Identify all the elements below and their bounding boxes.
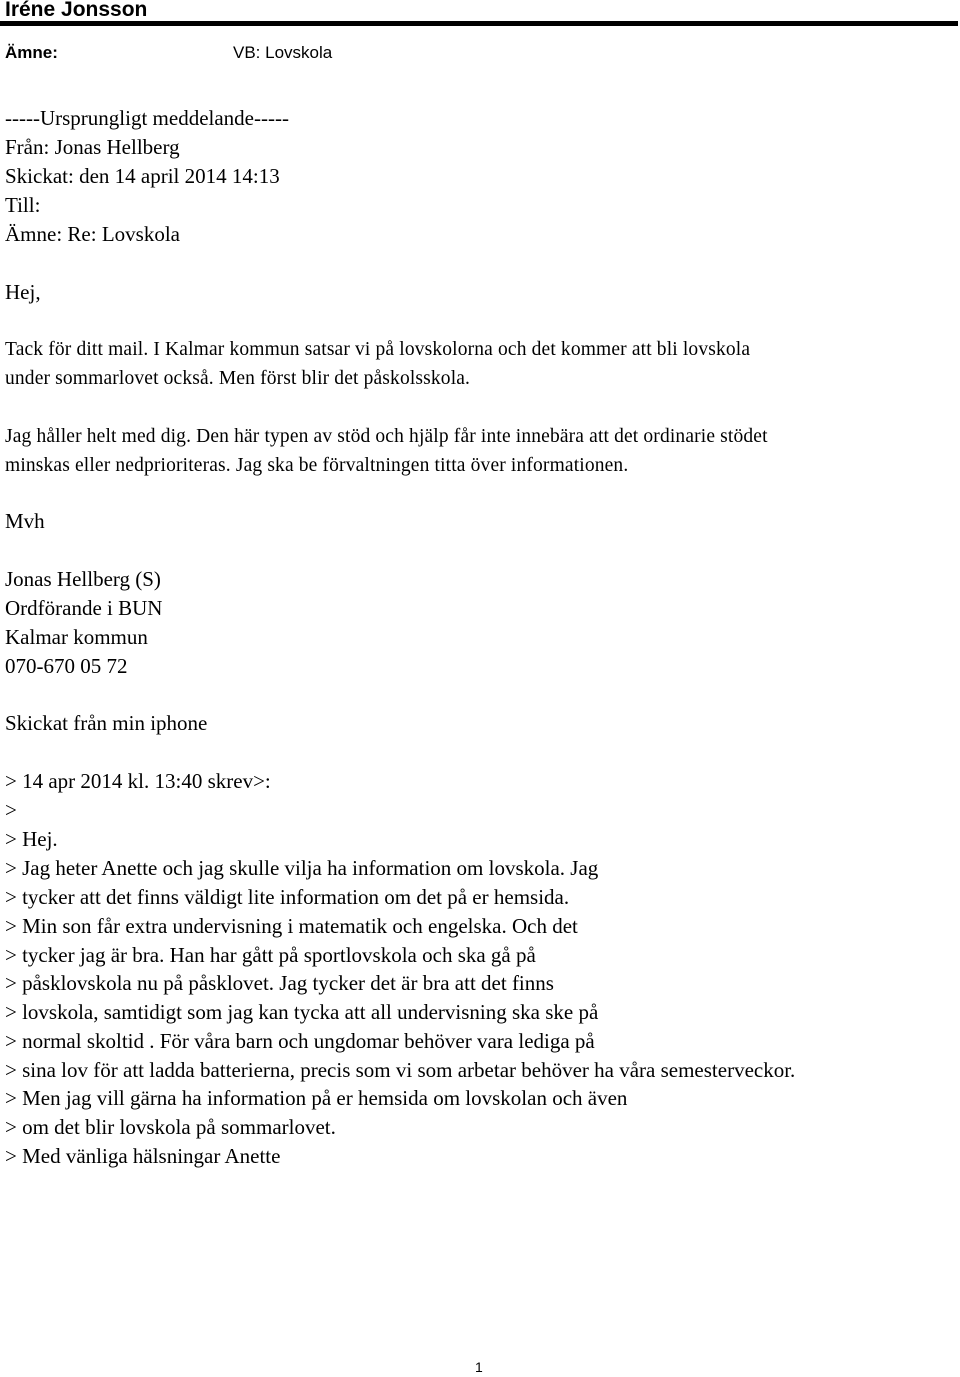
quoted-line: > Med vänliga hälsningar Anette <box>5 1144 281 1168</box>
quoted-line: > Min son får extra undervisning i matematik och engelska. Och det <box>5 914 578 938</box>
quoted-line: > Men jag vill gärna ha information på er hemsida om lovskolan och även <box>5 1086 628 1110</box>
signature-phone: 070-670 05 72 <box>5 654 128 678</box>
quoted-line: > Hej. <box>5 827 58 851</box>
quoted-line: > Jag heter Anette och jag skulle vilja ha information om lovskola. Jag <box>5 856 599 880</box>
signature-line: Jonas Hellberg (S) <box>5 567 161 591</box>
reply-paragraph2-line: Jag håller helt med dig. Den här typen av stöd och hjälp får inte innebära att det ordinarie stödet <box>5 426 768 447</box>
quoted-line: > tycker jag är bra. Han har gått på sportlovskola och ska gå på <box>5 943 536 967</box>
quoted-line: > lovskola, samtidigt som jag kan tycka att all undervisning ska ske på <box>5 1000 599 1024</box>
message-to: Till: <box>5 193 41 217</box>
page-number: 1 <box>475 1359 483 1375</box>
reply-closing: Mvh <box>5 509 45 533</box>
signature-line: Ordförande i BUN <box>5 596 163 620</box>
header-divider <box>0 21 958 26</box>
reply-greeting: Hej, <box>5 280 41 304</box>
message-subject: Ämne: Re: Lovskola <box>5 222 180 246</box>
quoted-line: > sina lov för att ladda batterierna, precis som vi som arbetar behöver ha våra semesterveckor. <box>5 1058 796 1082</box>
subject-value: VB: Lovskola <box>233 43 333 62</box>
signature-line: Kalmar kommun <box>5 625 148 649</box>
sent-from-device: Skickat från min iphone <box>5 711 208 735</box>
subject-label: Ämne: <box>5 43 58 62</box>
quoted-line: > <box>5 798 17 822</box>
message-from: Från: Jonas Hellberg <box>5 135 180 159</box>
quoted-line: > normal skoltid . För våra barn och ungdomar behöver vara lediga på <box>5 1029 595 1053</box>
quoted-line: > påsklovskola nu på påsklovet. Jag tycker det är bra att det finns <box>5 971 554 995</box>
quoted-line: > om det blir lovskola på sommarlovet. <box>5 1115 336 1139</box>
quoted-line: > 14 apr 2014 kl. 13:40 skrev>: <box>5 769 271 793</box>
reply-paragraph1-line: Tack för ditt mail. I Kalmar kommun satsar vi på lovskolorna och det kommer att bli lovskola <box>5 339 751 360</box>
reply-paragraph1-line: under sommarlovet också. Men först blir det påskolsskola. <box>5 368 471 389</box>
message-separator: -----Ursprungligt meddelande----- <box>5 106 289 130</box>
reply-paragraph2-line: minskas eller nedprioriteras. Jag ska be förvaltningen titta över informationen. <box>5 455 629 476</box>
sender-name: Iréne Jonsson <box>5 0 148 21</box>
message-sent: Skickat: den 14 april 2014 14:13 <box>5 164 280 188</box>
quoted-line: > tycker att det finns väldigt lite information om det på er hemsida. <box>5 885 570 909</box>
